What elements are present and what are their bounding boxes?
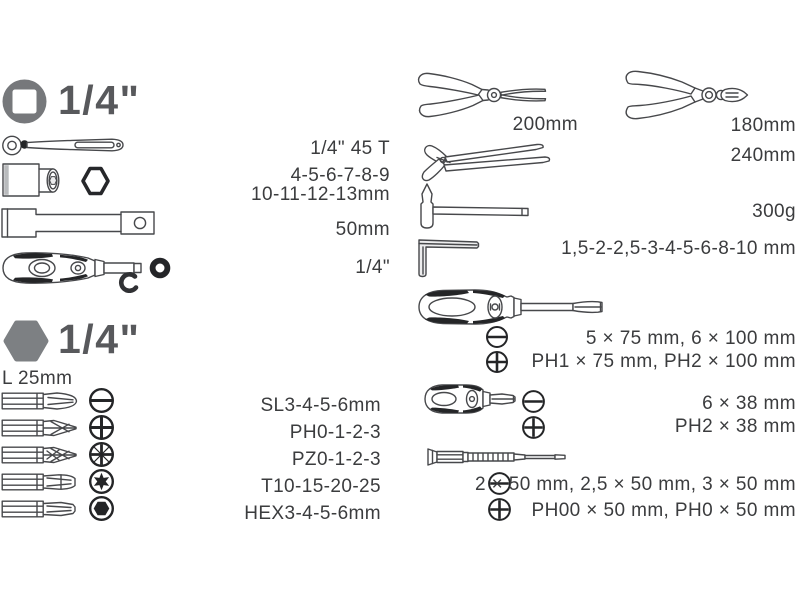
hex-nut-icon xyxy=(80,164,111,198)
phillips-bits-spec: PH0-1-2-3 xyxy=(289,422,381,443)
slotted-bits-spec: SL3-4-5-6mm xyxy=(260,395,381,416)
ratchet-spec-label: 1/4" 45 T xyxy=(310,138,390,159)
slotted-stubby-icon xyxy=(521,389,546,414)
screwdrivers-phillips-spec: PH1 × 75 mm, PH2 × 100 mm xyxy=(531,351,796,372)
spinner-handle-illustration xyxy=(0,249,176,295)
socket-illustration xyxy=(1,161,65,199)
screwdrivers-slotted-spec: 5 × 75 mm, 6 × 100 mm xyxy=(585,328,796,349)
bits-size-heading: 1/4" xyxy=(58,316,141,362)
hammer-illustration xyxy=(414,182,534,232)
hex-bits-spec: HEX3-4-5-6mm xyxy=(244,503,381,524)
hex-bit-icon xyxy=(88,495,115,522)
precision-phillips-spec: PH00 × 50 mm, PH0 × 50 mm xyxy=(531,500,796,521)
hex-key-illustration xyxy=(415,236,485,278)
square-drive-icon xyxy=(1,78,48,125)
phillips-stubby-icon xyxy=(521,415,546,440)
hex-bit-illustration xyxy=(1,498,79,520)
water-pump-pliers-spec: 240mm xyxy=(730,145,796,166)
water-pump-pliers-illustration xyxy=(417,137,567,183)
phillips-precision-icon xyxy=(487,497,512,522)
torx-bits-spec: T10-15-20-25 xyxy=(261,476,381,497)
hex-keys-spec: 1,5-2-2,5-3-4-5-6-8-10 mm xyxy=(561,238,796,259)
slotted-bit-icon xyxy=(88,387,115,414)
sockets-spec-line2: 10-11-12-13mm xyxy=(251,184,390,205)
phillips-screwdriver-icon xyxy=(485,350,509,374)
pozidriv-bit-icon xyxy=(88,441,115,468)
stubby-screwdriver-illustration xyxy=(422,382,518,416)
hex-shank-icon xyxy=(2,319,50,363)
sockets-spec-line1: 4-5-6-7-8-9 xyxy=(290,165,390,186)
ratchet-illustration xyxy=(0,131,126,159)
phillips-bit-icon xyxy=(88,414,115,441)
stubby-phillips-spec: PH2 × 38 mm xyxy=(674,416,796,437)
phillips-bit-illustration xyxy=(1,417,79,439)
precision-slotted-spec: 2 × 50 mm, 2,5 × 50 mm, 3 × 50 mm xyxy=(474,474,796,495)
extension-spec-label: 50mm xyxy=(335,219,390,240)
bit-length-label: L 25mm xyxy=(2,368,73,389)
drive-size-heading: 1/4" xyxy=(58,77,141,123)
stubby-slotted-spec: 6 × 38 mm xyxy=(702,393,796,414)
long-nose-pliers-spec: 200mm xyxy=(512,114,578,135)
slotted-screwdriver-icon xyxy=(485,325,509,349)
pozidriv-bits-spec: PZ0-1-2-3 xyxy=(291,449,381,470)
slotted-bit-illustration xyxy=(1,390,79,412)
screwdriver-illustration xyxy=(415,286,607,328)
torx-bit-icon xyxy=(88,468,115,495)
precision-screwdriver-illustration xyxy=(425,445,569,469)
hammer-spec: 300g xyxy=(752,201,796,222)
spinner-spec-label: 1/4" xyxy=(355,257,390,278)
extension-bar-illustration xyxy=(0,206,157,240)
combination-pliers-spec: 180mm xyxy=(730,115,796,136)
pozidriv-bit-illustration xyxy=(1,444,79,466)
torx-bit-illustration xyxy=(1,471,79,493)
